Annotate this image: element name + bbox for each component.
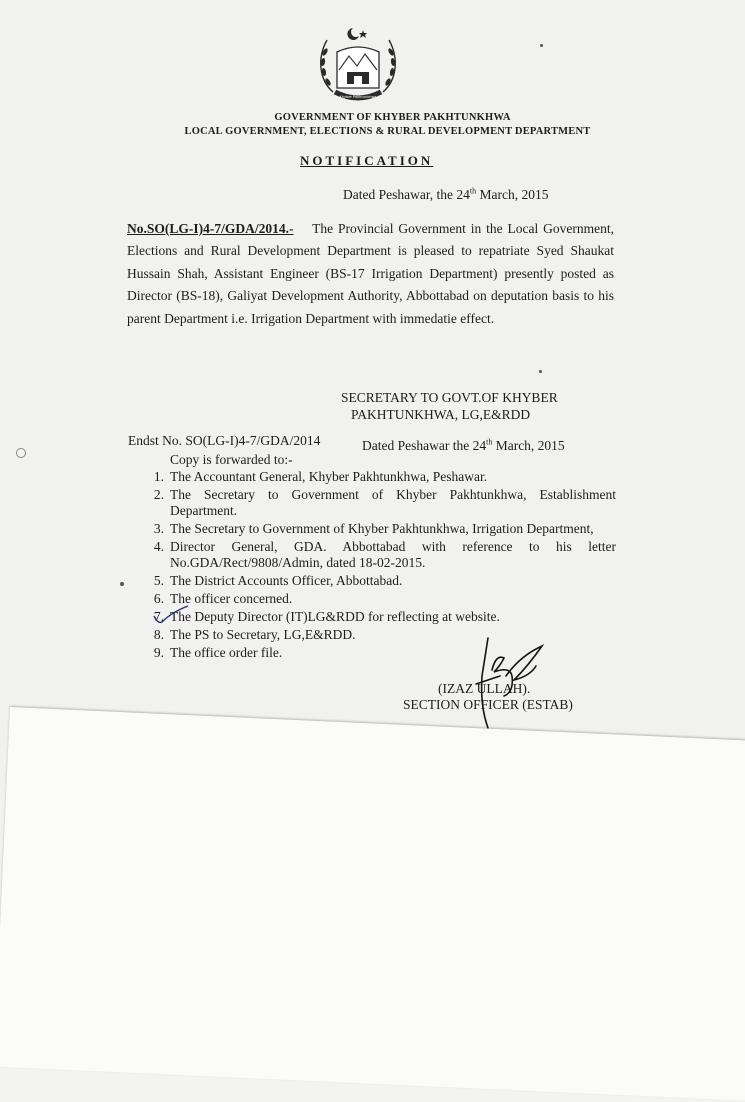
list-item-number: 1. xyxy=(153,469,164,484)
list-item xyxy=(146,469,616,485)
endst-date-suffix: March, 2015 xyxy=(492,438,565,453)
tick-mark-icon xyxy=(152,604,192,626)
endst-date-prefix: Dated Peshawar the 24 xyxy=(362,438,487,453)
list-item xyxy=(146,521,616,537)
list-item-number: 4. xyxy=(153,539,164,554)
date-sup: th xyxy=(469,186,477,196)
list-item-text: The Secretary to Government of Khyber Pakhtunkhwa, Establishment Department. xyxy=(170,487,616,518)
list-item-number: 6. xyxy=(153,591,164,606)
government-emblem-icon xyxy=(313,22,403,108)
list-item-number: 5. xyxy=(153,573,164,588)
secretary-line1: SECRETARY TO GOVT.OF KHYBER xyxy=(341,390,558,405)
endorsement-date xyxy=(362,438,565,454)
list-item xyxy=(146,539,616,571)
notification-title: NOTIFICATION xyxy=(300,153,434,168)
scan-speck xyxy=(539,370,542,373)
endst-date-sup: th xyxy=(486,437,493,447)
list-item-text: The officer concerned. xyxy=(170,591,293,606)
list-item-number: 8. xyxy=(153,627,164,642)
list-item-text: The Secretary to Government of Khyber Pakhtunkhwa, Irrigation Department, xyxy=(170,521,594,536)
list-item xyxy=(146,609,616,625)
list-item xyxy=(146,487,616,519)
list-item xyxy=(146,573,616,589)
scan-speck xyxy=(120,582,124,586)
date-prefix: Dated Peshawar, the 24 xyxy=(343,187,470,202)
list-item xyxy=(146,591,616,607)
list-item-number: 9. xyxy=(153,645,164,660)
notification-ref-no: No.SO(LG-I)4-7/GDA/2014.- xyxy=(127,221,294,236)
copy-forwarded-label: Copy is forwarded to:- xyxy=(170,452,293,467)
list-item-number: 7. xyxy=(153,609,164,624)
list-item-text: The District Accounts Officer, Abbottabad. xyxy=(170,573,403,588)
list-item-text: The Accountant General, Khyber Pakhtunkhwa, Peshawar. xyxy=(170,469,488,484)
endorsement-number: Endst No. SO(LG-I)4-7/GDA/2014 xyxy=(128,433,321,448)
recipient-list xyxy=(146,469,616,663)
date-suffix: March, 2015 xyxy=(476,187,549,202)
secretary-block xyxy=(341,389,558,423)
list-item-text: The PS to Secretary, LG,E&RDD. xyxy=(170,627,356,642)
notification-body xyxy=(127,218,614,330)
emblem-scroll-text: Khyber Pakhtunkhwa xyxy=(339,95,377,99)
notification-date xyxy=(343,187,549,203)
scan-speck xyxy=(540,44,543,47)
list-item-text: The office order file. xyxy=(170,645,283,660)
secretary-line2: PAKHTUNKHWA, LG,E&RDD xyxy=(351,407,531,422)
punch-hole-mark xyxy=(16,448,26,458)
header-government-name: GOVERNMENT OF KHYBER PAKHTUNKHWA xyxy=(274,112,511,123)
signature-icon xyxy=(470,636,550,731)
header-department-name: LOCAL GOVERNMENT, ELECTIONS & RURAL DEVELOPMENT DEPARTMENT xyxy=(184,126,591,137)
list-item-number: 3. xyxy=(153,521,164,536)
notification-text: The Provincial Government in the Local Government, Elections and Rural Development Department is pleased to repatriate Syed Shaukat Hussain Shah, Assistant Engineer (BS-17 Irrigation Department) presently posted as Director (BS-18), Galiyat Development Authority, Abbottabad on deputation basis to his parent Department i.e. Irrigation Department with immedatie effect. xyxy=(127,221,614,326)
list-item-text: Director General, GDA. Abbottabad with reference to his letter No.GDA/Rect/9808/Admin, dated 18-02-2015. xyxy=(170,539,616,570)
list-item-number: 2. xyxy=(153,487,164,502)
overlapping-paper-sheet xyxy=(0,707,745,1102)
signatory-designation: SECTION OFFICER (ESTAB) xyxy=(403,697,573,712)
signatory-name: (IZAZ ULLAH). xyxy=(438,681,531,696)
list-item-text: The Deputy Director (IT)LG&RDD for reflecting at website. xyxy=(170,609,500,624)
